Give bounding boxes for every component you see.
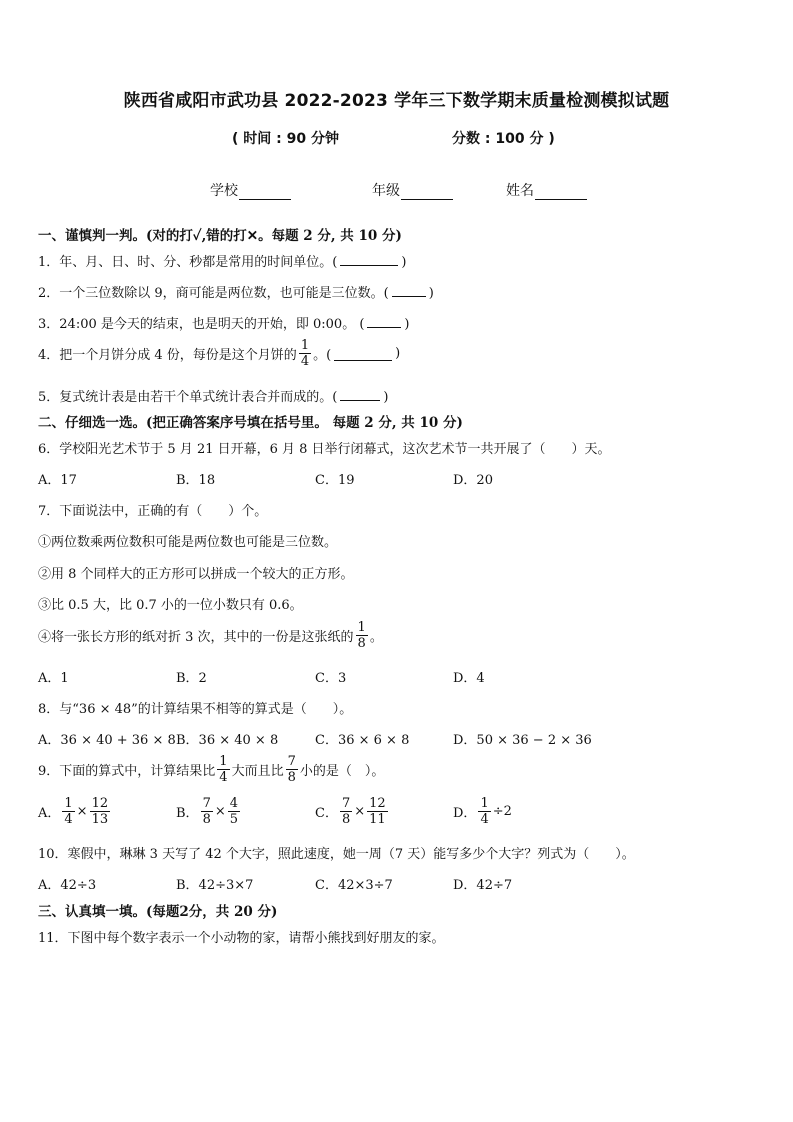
grade-field: [372, 180, 453, 200]
fraction-numerator: 1: [300, 338, 310, 353]
grade-label: 年级: [372, 183, 400, 199]
q9-option-b[interactable]: [176, 796, 242, 827]
fraction-denominator: 5: [229, 812, 239, 827]
fraction-numerator: 1: [480, 796, 489, 811]
fraction-denominator: 4: [64, 812, 73, 827]
q7-statement-4-text: ④将一张长方形的纸对折 3 次，其中的一份是这张纸的: [38, 630, 354, 645]
school-field: [210, 180, 291, 200]
fraction-denominator: 4: [219, 770, 228, 785]
answer-blank-5[interactable]: [340, 387, 380, 401]
question-7: 7．下面说法中，正确的有（ ）个。: [38, 504, 268, 519]
question-8: 8．与“36 × 48”的计算结果不相等的算式是（ ）。: [38, 702, 353, 717]
close-paren: ): [428, 286, 434, 301]
exam-score: 分数 : 100 分 ): [452, 131, 555, 147]
operator: ×: [76, 804, 88, 819]
section3-heading: 三、认真填一填。(每题2分，共 20 分): [38, 904, 278, 920]
fraction: [478, 796, 490, 827]
close-paren: ): [395, 346, 401, 361]
question-4-text: 4．把一个月饼分成 4 份，每份是这个月饼的: [38, 348, 297, 363]
q7-statement-3: ③比 0.5 大，比 0.7 小的一位小数只有 0.6。: [38, 598, 303, 613]
answer-blank-2[interactable]: [392, 283, 426, 297]
fraction-numerator: 1: [64, 796, 73, 811]
operator: ÷2: [492, 804, 512, 819]
question-3: [38, 313, 409, 332]
q9-option-a[interactable]: [38, 796, 112, 827]
q8-option-a[interactable]: A．36 × 40 + 36 × 8: [38, 733, 176, 748]
fraction-1-4: [217, 754, 229, 785]
name-field: [506, 180, 587, 200]
section1-heading: 一、谨慎判一判。(对的打✓,错的打✕。每题 2 分, 共 10 分): [38, 228, 402, 244]
operator: ×: [354, 804, 366, 819]
q7-statement-4-post: 。: [369, 630, 383, 645]
fraction-1-8: [356, 620, 368, 651]
q8-option-d[interactable]: D．50 × 36 − 2 × 36: [453, 733, 592, 748]
q10-option-b[interactable]: B．42÷3×7: [176, 878, 254, 893]
fraction: [367, 796, 388, 827]
q7-option-b[interactable]: B．2: [176, 671, 207, 686]
question-6: 6．学校阳光艺术节于 5 月 21 日开幕，6 月 8 日举行闭幕式，这次艺术节一共开展了（ ）天。: [38, 442, 611, 457]
q8-option-c[interactable]: C．36 × 6 × 8: [315, 733, 410, 748]
fraction-denominator: 8: [341, 812, 351, 827]
fraction: [201, 796, 213, 827]
school-label: 学校: [210, 183, 238, 199]
fraction-numerator: 12: [91, 796, 109, 811]
grade-blank[interactable]: [401, 185, 453, 200]
q6-option-d[interactable]: D．20: [453, 473, 493, 488]
section2-heading: 二、仔细选一选。(把正确答案序号填在括号里。 每题 2 分, 共 10 分): [38, 415, 463, 431]
fraction: [228, 796, 240, 827]
operator: ×: [214, 804, 226, 819]
fraction-denominator: 11: [369, 812, 386, 827]
question-1: [38, 251, 406, 270]
q6-option-c[interactable]: C．19: [315, 473, 355, 488]
q10-option-a[interactable]: A．42÷3: [38, 878, 97, 893]
q10-option-c[interactable]: C．42×3÷7: [315, 878, 393, 893]
q7-option-a[interactable]: A．1: [38, 671, 69, 686]
question-9-text: 9．下面的算式中，计算结果比: [38, 764, 216, 779]
fraction: [90, 796, 111, 827]
fraction-1-4: [299, 338, 311, 369]
fraction-denominator: 8: [357, 636, 366, 651]
fraction-7-8: [286, 754, 298, 785]
school-blank[interactable]: [239, 185, 291, 200]
close-paren: ): [401, 255, 407, 270]
q6-option-a[interactable]: A．17: [38, 473, 77, 488]
q7-option-c[interactable]: C．3: [315, 671, 347, 686]
question-9-mid: 大而且比: [231, 764, 284, 779]
fraction-numerator: 1: [357, 620, 366, 635]
fraction: [62, 796, 74, 827]
fraction: [340, 796, 352, 827]
page-title: 陕西省咸阳市武功县 2022-2023 学年三下数学期末质量检测模拟试题: [123, 91, 670, 111]
question-1-text: 1．年、月、日、时、分、秒都是常用的时间单位。(: [38, 255, 338, 270]
name-label: 姓名: [506, 183, 534, 199]
q7-statement-4: [38, 620, 383, 651]
q10-option-d[interactable]: D．42÷7: [453, 878, 513, 893]
fraction-denominator: 4: [300, 354, 310, 369]
fraction-numerator: 7: [287, 754, 296, 769]
answer-blank-1[interactable]: [340, 252, 398, 266]
q7-option-d[interactable]: D．4: [453, 671, 485, 686]
fraction-numerator: 4: [229, 796, 239, 811]
q6-option-b[interactable]: B．18: [176, 473, 216, 488]
option-label: A．: [38, 806, 61, 821]
fraction-numerator: 12: [369, 796, 386, 811]
question-5-text: 5．复式统计表是由若干个单式统计表合并而成的。(: [38, 390, 338, 405]
name-blank[interactable]: [535, 185, 587, 200]
close-paren: ): [383, 390, 389, 405]
fraction-denominator: 8: [202, 812, 211, 827]
question-5: [38, 386, 388, 405]
question-3-text: 3．24:00 是今天的结束，也是明天的开始，即 0:00。 (: [38, 317, 365, 332]
q9-option-c[interactable]: [315, 796, 390, 827]
fraction-numerator: 1: [219, 754, 228, 769]
question-9-post: 小的是（ ）。: [299, 764, 385, 779]
question-10: 10．寒假中，琳琳 3 天写了 42 个大字，照此速度，她一周（7 天）能写多少个大字？列式为（ ）。: [38, 847, 635, 862]
option-label: C．: [315, 806, 338, 821]
fraction-numerator: 7: [202, 796, 211, 811]
option-label: B．: [176, 806, 199, 821]
question-2: [38, 282, 434, 301]
answer-blank-4[interactable]: [334, 347, 392, 361]
exam-time: ( 时间 : 90 分钟: [232, 131, 339, 147]
fraction-denominator: 4: [480, 812, 489, 827]
q8-option-b[interactable]: B．36 × 40 × 8: [176, 733, 279, 748]
question-4: [38, 338, 400, 369]
question-4-post: 。(: [313, 348, 332, 363]
option-label: D．: [453, 806, 477, 821]
question-9: [38, 754, 384, 785]
fraction-numerator: 7: [341, 796, 351, 811]
answer-blank-3[interactable]: [367, 314, 401, 328]
fraction-denominator: 8: [287, 770, 296, 785]
q7-statement-1: ①两位数乘两位数积可能是两位数也可能是三位数。: [38, 535, 338, 550]
question-11: 11．下图中每个数字表示一个小动物的家，请帮小熊找到好朋友的家。: [38, 931, 445, 946]
question-2-text: 2．一个三位数除以 9，商可能是两位数，也可能是三位数。(: [38, 286, 389, 301]
q9-option-d[interactable]: [453, 796, 512, 827]
q7-statement-2: ②用 8 个同样大的正方形可以拼成一个较大的正方形。: [38, 567, 354, 582]
fraction-denominator: 13: [91, 812, 109, 827]
close-paren: ): [404, 317, 410, 332]
